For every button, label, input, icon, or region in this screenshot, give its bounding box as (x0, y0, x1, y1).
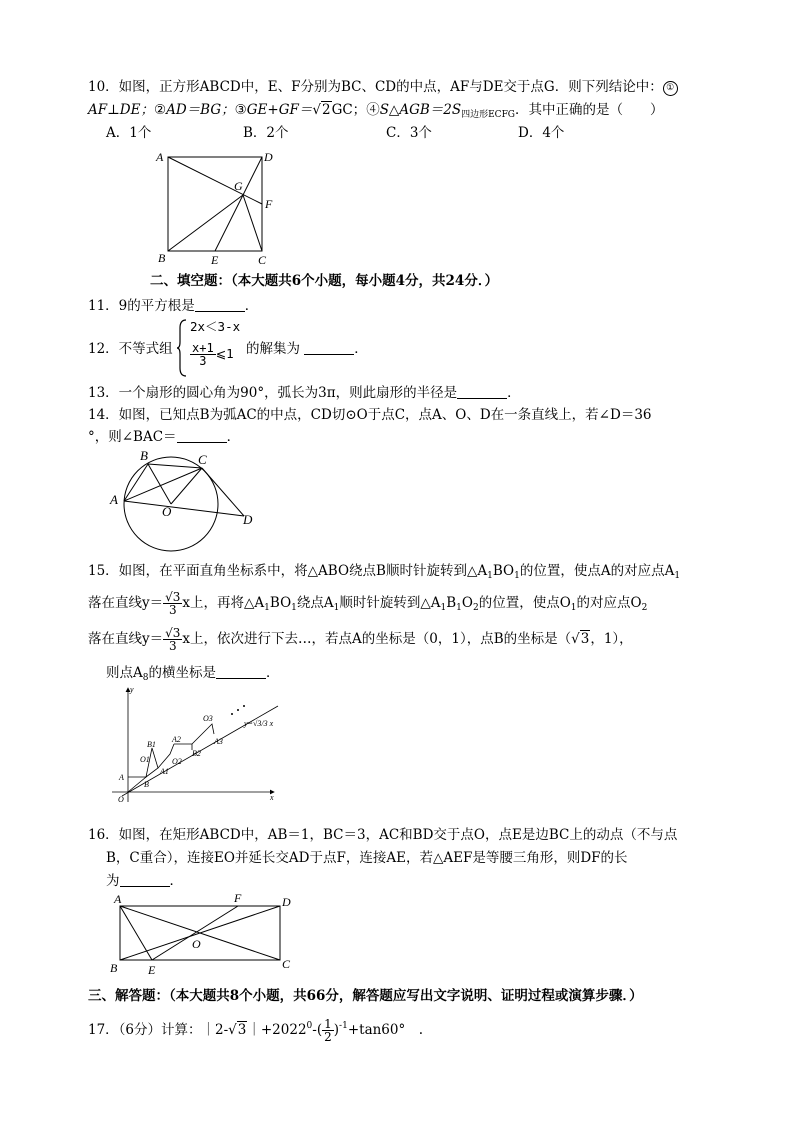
q16-rectangle-figure (104, 890, 304, 980)
q10-square-figure (150, 148, 280, 266)
q15-line2: 落在直线y＝ $\frac{√3}{3}$ x上，再将$\triangle A_1BO_1$绕点$A_1$顺时针旋转到$\triangle A_1B_1O_2$的位置，使点$O_1$的对应点$O_2$ (88, 590, 648, 617)
q16-line1: 16．如图，在矩形ABCD中，AB＝1，BC＝3，AC和BD交于点O，点E是边BC上的动点（不与点 (88, 827, 678, 843)
label-b2: B2 (192, 749, 201, 758)
label-e: E (211, 253, 219, 266)
label-f: F (265, 197, 273, 211)
q12-inequality1: 2x＜3-x (190, 319, 241, 334)
q14-line1: 14．如图，已知点B为弧AC的中点，CD切⊙O于点C，点A、O、D在一条直线上，若∠D＝36 (88, 407, 652, 423)
segment-ef (152, 906, 238, 960)
label-o3: O3 (203, 714, 213, 723)
segment-ae (120, 906, 152, 960)
label-c: C (198, 452, 207, 467)
label-o2: O2 (172, 757, 182, 766)
section3-heading: 三、解答题：（本大题共8个小题，共66分，解答题应写出文字说明、证明过程或演算步骤．） (88, 988, 643, 1004)
segment-bc (148, 464, 202, 468)
square-abcd (168, 157, 262, 251)
label-o: O (162, 504, 172, 519)
q15-line1: 15．如图，在平面直角坐标系中，将△ABO绕点B顺时针旋转到$\triangle A_1BO_1$的位置，使点A的对应点$A_1$ (88, 563, 681, 581)
q10-option-b: B．2个 (243, 125, 289, 141)
q16-line2: B，C重合），连接EO并延长交AD于点F，连接AE，若△AEF是等腰三角形，则DF的长 (106, 850, 628, 866)
q16-line3: 为 ． (106, 873, 183, 889)
label-d: D (264, 150, 273, 164)
label-b: B (140, 448, 148, 463)
label-e: E (148, 963, 156, 977)
label-b1: B1 (147, 740, 156, 749)
segment-gc (243, 195, 262, 251)
label-y: y (130, 685, 134, 694)
label-x: x (270, 793, 274, 802)
label-a3: A3 (214, 737, 223, 746)
label-a: A (110, 492, 118, 507)
label-o1: O1 (140, 755, 150, 764)
q14-line2: °，则∠BAC＝ ． (88, 429, 241, 445)
q12-inequality2: $\frac{x+1}{3}$ ⩽1 (192, 341, 234, 368)
q12-prefix: 12．不等式组 (88, 341, 173, 357)
label-b: B (144, 780, 149, 789)
label-o: O (118, 795, 124, 804)
q10-option-c: C．3个 (386, 125, 432, 141)
q15-coordinate-figure (108, 684, 286, 806)
label-b: B (110, 961, 118, 975)
q12-brace (176, 318, 188, 378)
label-a: A (156, 150, 164, 164)
segment-af (168, 157, 262, 204)
q10-option-a: A．1个 (106, 125, 152, 141)
label-b: B (158, 251, 166, 265)
label-f: F (234, 891, 242, 905)
q10-option-d: D．4个 (518, 125, 565, 141)
tangent-cd (202, 468, 244, 516)
label-g: G (234, 179, 243, 193)
q14-circle-figure (108, 446, 268, 558)
segment-bg (168, 195, 243, 251)
q13: 13．一个扇形的圆心角为90°，弧长为3π，则此扇形的半径是 ． (88, 385, 521, 401)
label-a2: A2 (172, 735, 181, 744)
segment-de (215, 157, 262, 251)
segment-bo (148, 464, 171, 504)
q12-suffix: 的解集为 ． (246, 341, 368, 357)
q15-line4: 则点$A_8$的横坐标是 ． (106, 665, 280, 683)
label-c: C (258, 253, 267, 266)
q15-line3: 落在直线y＝ $\frac{√3}{3}$ x上，依次进行下去…，若点A的坐标是（0，1），点B的坐标是（√3，1）， (88, 626, 633, 653)
line-aod (124, 501, 244, 516)
label-a1: A1 (160, 767, 169, 776)
label-a: A (119, 773, 124, 782)
q10-line1: 10．如图，正方形ABCD中，E、F分别为BC、CD的中点，AF与DE交于点G．则下列结论中： ① (88, 78, 678, 96)
q17: 17．（6分）计算：$|2-√3|+2022^0-$( $\frac{1}{2}$ )$^{-1}$+tan60° . (88, 1017, 424, 1044)
segment-oc (171, 468, 202, 504)
label-d: D (243, 512, 253, 527)
label-c: C (282, 957, 291, 971)
q10-line2: AF⊥DE；②AD＝BG；③GE+GF＝√2GC；$④S\triangle AGB=2S_{四边形ECFG}$．其中正确的是（ ） (88, 102, 664, 120)
label-o: O (192, 937, 201, 951)
triangle-a3o3 (192, 724, 214, 744)
q11: 11．9的平方根是 ． (88, 298, 259, 314)
triangle-a2b2o2 (174, 744, 192, 750)
label-d: D (282, 895, 291, 909)
label-a: A (114, 892, 122, 906)
label-line-equation: y=√3/3 x (244, 719, 274, 728)
section2-heading: 二、填空题：（本大题共6个小题，每小题4分，共24分．） (150, 273, 499, 289)
